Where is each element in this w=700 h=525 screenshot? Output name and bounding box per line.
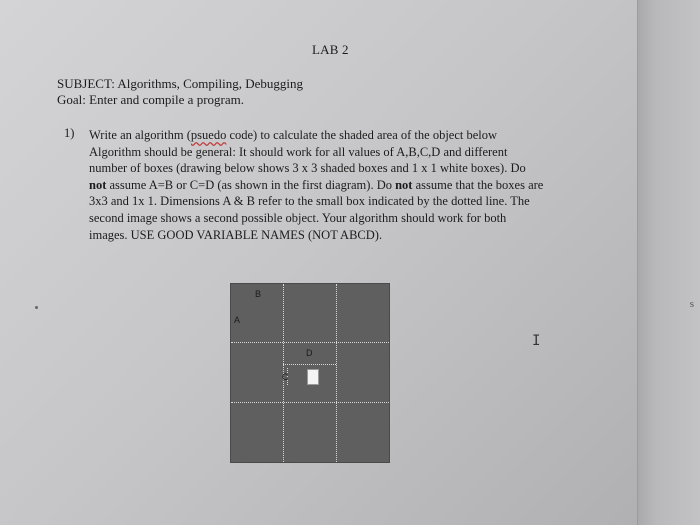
subject-line: SUBJECT: Algorithms, Compiling, Debugging [57,76,304,91]
question-line-1 [89,127,599,144]
question-line-3: number of boxes (drawing below shows 3 x 3 shaded boxes and 1 x 1 white boxes). Do [89,161,526,176]
label-c: C [282,372,289,382]
question-line-6: second image shows a second possible object. Your algorithm should work for both [89,210,507,225]
label-d: D [306,348,313,358]
margin-dot [35,306,38,309]
q4-rest: assume A=B or C=D (as shown in the first diagram). Do [106,177,396,192]
question-line-5: 3x3 and 1x 1. Dimensions A & B refer to the small box indicated by the dotted line. The [89,194,530,209]
q1-pre: Write an algorithm ( [89,128,191,142]
question-text [89,127,599,243]
question-line-7: images. USE GOOD VARIABLE NAMES (NOT ABCD). [89,227,383,242]
goal-line: Goal: Enter and compile a program. [57,92,244,107]
bold-not-1: not [89,177,107,192]
text-cursor-icon: I [532,333,541,349]
question-line-2: Algorithm should be general: It should work for all values of A,B,C,D and different [89,144,508,159]
grid-line-h1 [231,342,389,343]
question-line-4 [89,177,599,194]
small-box-dotted-top [283,364,336,365]
edge-character: s [689,298,694,310]
label-b: B [255,289,262,299]
grid-line-v2 [336,284,337,462]
label-a: A [234,315,241,325]
misspelled-word: psuedo [190,128,227,142]
white-box [307,369,319,385]
shaded-area-diagram [230,283,390,463]
adjacent-page-edge [637,0,700,525]
q1-post: code) to calculate the shaded area of the object below [226,128,498,142]
question-number: 1) [64,126,75,140]
bold-not-2: not [395,177,413,192]
q4-end: assume that the boxes are [412,177,544,192]
page-title: LAB 2 [312,42,349,57]
grid-line-h2 [231,402,389,403]
